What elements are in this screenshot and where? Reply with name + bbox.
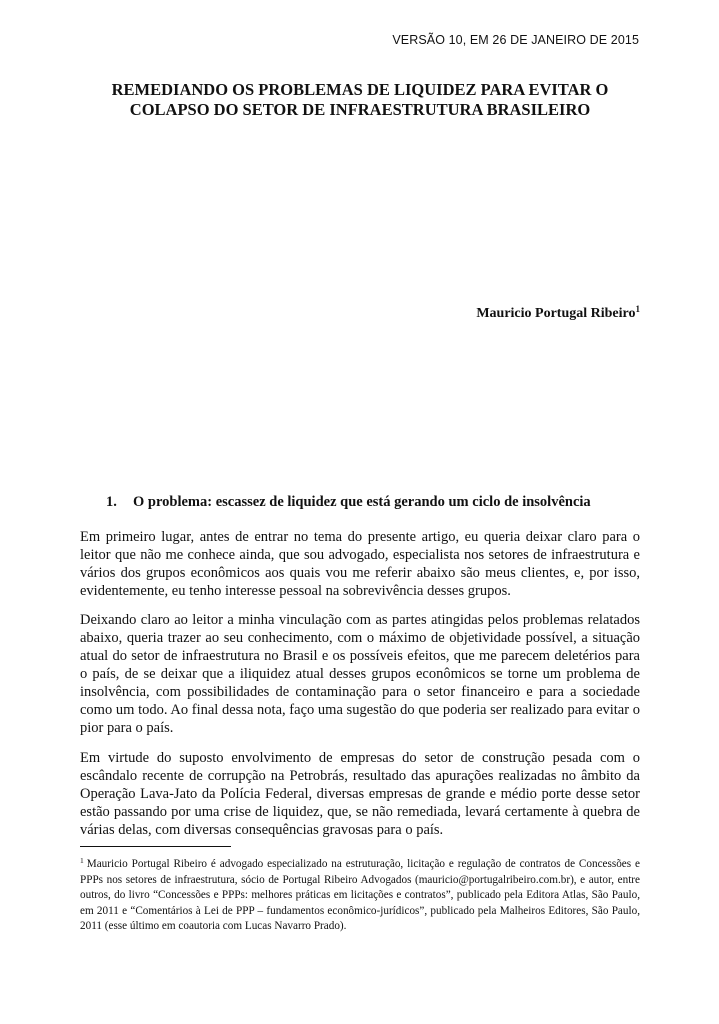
section-heading-text: O problema: escassez de liquidez que está gerando um ciclo de insolvência xyxy=(133,494,591,510)
section-number: 1. xyxy=(106,494,117,510)
version-date-header: VERSÃO 10, EM 26 DE JANEIRO DE 2015 xyxy=(392,33,639,47)
document-title-line-1: REMEDIANDO OS PROBLEMAS DE LIQUIDEZ PARA EVITAR O xyxy=(111,80,609,99)
footnote-separator xyxy=(80,846,231,847)
section-heading xyxy=(106,494,591,511)
author-footnote-marker: 1 xyxy=(635,304,640,314)
body-paragraph: Em primeiro lugar, antes de entrar no tema do presente artigo, eu queria deixar claro para o leitor que não me conhece ainda, que sou advogado, especialista nos setores de infraestrutura e vários dos grupos econômicos aos quais vou me referir abaixo são meus clientes, e, por isso, evidentemente, eu tenho interesse pessoal na sobrevivência desses grupos. xyxy=(80,529,640,599)
body-paragraph: Em virtude do suposto envolvimento de empresas do setor de construção pesada com o escândalo recente de corrupção na Petrobrás, resultado das apurações realizadas no âmbito da Operação Lava-Jato da Polícia Federal, diversas empresas de grande e médio porte desse setor estão passando por uma crise de liquidez, que, se não remediada, levará certamente à quebra de várias delas, com diversas consequências gravosas para o país. xyxy=(80,750,640,838)
author-name: Mauricio Portugal Ribeiro xyxy=(476,306,636,321)
footnote-marker: 1 xyxy=(80,856,84,865)
body-paragraph: Deixando claro ao leitor a minha vinculação com as partes atingidas pelos problemas relatados abaixo, queria trazer ao seu conhecimento, com o máximo de objetividade possível, a situação atual do setor de infraestrutura no Brasil e os possíveis efeitos, que me parecem deletérios para o país, de se deixar que a iliquidez atual desses grupos econômicos se torne um problema de insolvência, com possibilidades de contaminação para o setor financeiro e para a sociedade como um todo. Ao final dessa nota, faço uma sugestão do que poderia ser realizado para evitar o pior para o país. xyxy=(80,612,640,736)
footnote-text: Mauricio Portugal Ribeiro é advogado especializado na estruturação, licitação e regulação de contratos de Concessões e PPPs nos setores de infraestrutura, sócio de Portugal Ribeiro Advogados (mauricio@portugalribeiro.com.br), e autor, entre outros, do livro “Concessões e PPPs: melhores práticas em licitações e contratos”, publicado pela Editora Atlas, São Paulo, em 2011 e “Comentários à Lei de PPP – fundamentos econômico-jurídicos”, publicado pela Malheiros Editores, São Paulo, 2011 (esse último em coautoria com Lucas Navarro Prado). xyxy=(80,858,640,932)
document-title-line-2: COLAPSO DO SETOR DE INFRAESTRUTURA BRASILEIRO xyxy=(129,100,591,119)
author-byline xyxy=(476,304,640,322)
footnote xyxy=(80,853,640,935)
document-title xyxy=(80,80,640,120)
